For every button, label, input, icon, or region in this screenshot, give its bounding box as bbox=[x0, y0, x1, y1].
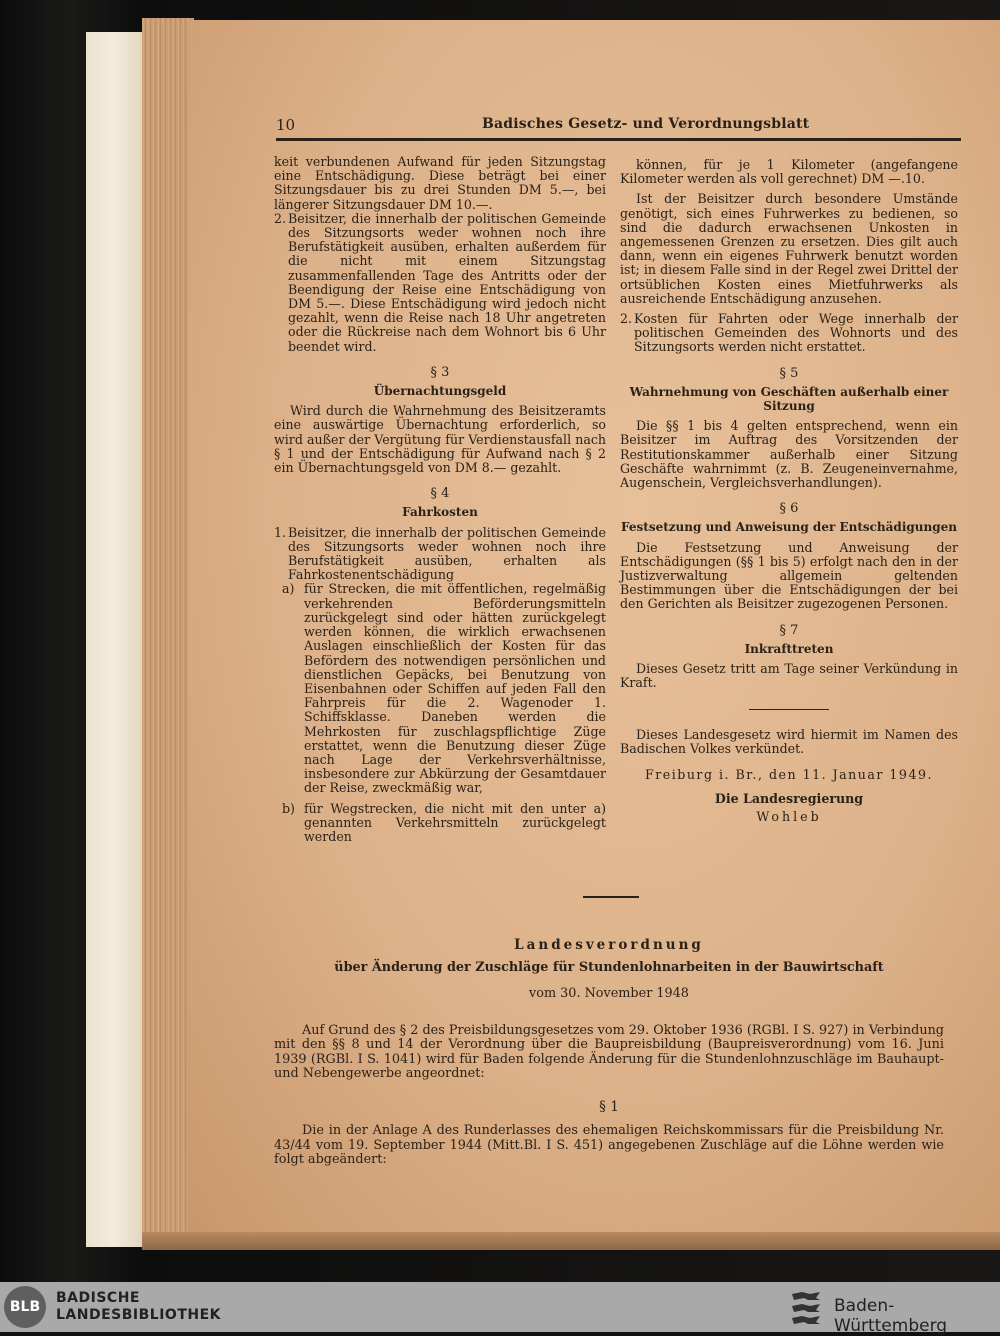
document-page bbox=[188, 20, 1000, 1232]
item-number: 2. bbox=[274, 210, 287, 226]
section-3-heading: § 3 bbox=[430, 364, 450, 380]
section-3-title: Übernachtungsgeld bbox=[373, 384, 507, 399]
subitem-text: für Strecken, die mit öffentlichen, regelmäßig verkehrenden Beförderungsmitteln zurückgelegt sind oder hätten zurückgelegt werden können, die wirklich erwachsenen Auslagen einschließlich der Kosten für das Befördern des notwendigen persönlichen und dienstlichen Gepäcks, bei Benutzung von Eisenbahnen oder Schiffen auf jeden Fall den Fahrpreis für die 2. Wagenoder 1. Schiffsklasse. Daneben werden die Mehrkosten für zuschlagspflichtige Züge erstattet, wenn die Benutzung dieser Züge nach Lage der Verkehrsverhältnisse, insbesondere zur Abkürzung der Gesamtdauer der Reise, zweckmäßig war, bbox=[304, 581, 606, 796]
section-3-text: Wird durch die Wahrnehmung des Beisitzeramts eine auswärtige Übernachtung erforderlich, so wird außer der Vergütung für Verdienstausfall nach § 1 und der Entschädigung für Aufwand nach § 2 ein Übernachtungsgeld von DM 8.— gezahlt. bbox=[274, 403, 606, 476]
signature-name: Wohleb bbox=[756, 809, 822, 825]
section-5-title: Wahrnehmung von Geschäften außerhalb einer Sitzung bbox=[629, 384, 949, 414]
ordinance-preamble: Auf Grund des § 2 des Preisbildungsgesetzes vom 29. Oktober 1936 (RGBl. I S. 927) in Verbindung mit den §§ 8 und 14 der Verordnung über die Baupreisbildung (Baupreisverordnung) vom 16. Juni 1939 (RGBl. I S. 1041) wird für Baden folgende Änderung für die Stundenlohnzuschläge im Bauhaupt- und Nebengewerbe angeordnet: bbox=[274, 1022, 944, 1081]
separator-rule bbox=[749, 709, 829, 710]
paragraph-intro: keit verbundenen Aufwand für jeden Sitzungstag eine Entschädigung. Diese beträgt bei einer Sitzungsdauer bis zu drei Stunden DM 5.—, bei längerer Sitzungsdauer DM 10.—. bbox=[274, 154, 606, 212]
subitem-text: für Wegstrecken, die nicht mit den unter a) genannten Verkehrsmitteln zurückgelegt werden bbox=[304, 800, 606, 844]
subitem-b bbox=[282, 802, 606, 845]
ordinance-subtitle: über Änderung der Zuschläge für Stundenlohnarbeiten in der Bauwirtschaft bbox=[334, 959, 884, 975]
section-5-text: Die §§ 1 bis 4 gelten entsprechend, wenn ein Beisitzer im Auftrag des Vorsitzenden der Restitutionskammer außerhalb einer Sitzung Geschäfte wahrnimmt (z. B. Zeugeneinvernahme, Augenschein, Vergleichsverhandlungen). bbox=[620, 418, 958, 491]
ordinance-date: vom 30. November 1948 bbox=[529, 986, 689, 1001]
government-label: Die Landesregierung bbox=[714, 791, 864, 807]
section-6-text: Die Festsetzung und Anweisung der Entschädigungen (§§ 1 bis 5) erfolgt nach den in der Justizverwaltung allgemein geltenden Bestimmungen über die Entschädigungen der bei den Gerichten als Beisitzer zugezogenen Personen. bbox=[620, 539, 958, 612]
state-coat-of-arms-icon bbox=[790, 1288, 822, 1326]
left-column bbox=[274, 155, 606, 844]
blb-logo-icon[interactable]: BLB bbox=[4, 1286, 46, 1328]
ordinance-section-1-text: Die in der Anlage A des Runderlasses des ehemaligen Reichskommissars für die Preisbildung Nr. 43/44 vom 19. September 1944 (Mitt.Bl. I S. 451) angegebenen Zuschläge auf die Löhne werden wie folgt abgeändert: bbox=[274, 1123, 944, 1167]
library-name-line-1: BADISCHE bbox=[56, 1290, 140, 1306]
right-column bbox=[620, 158, 958, 825]
ordinance-title: Landesverordnung bbox=[514, 937, 704, 953]
item-number: 2. bbox=[620, 311, 633, 327]
item-text: Beisitzer, die innerhalb der politischen Gemeinde des Sitzungsorts weder wohnen noch ihre Berufstätigkeit ausüben, erhalten als Fahrkostenentschädigung bbox=[288, 524, 606, 583]
section-4-title: Fahrkosten bbox=[402, 505, 478, 520]
section-4-heading: § 4 bbox=[430, 486, 450, 502]
item-2 bbox=[274, 212, 606, 354]
section-6-title: Festsetzung und Anweisung der Entschädigungen bbox=[621, 520, 957, 535]
section-7-heading: § 7 bbox=[779, 622, 799, 638]
header-title: Badisches Gesetz- und Verordnungsblatt bbox=[482, 116, 810, 132]
item-text: Beisitzer, die innerhalb der politischen Gemeinde des Sitzungsorts weder wohnen noch ihre Berufstätigkeit ausüben, erhalten außerdem für die nicht mit einem Sitzungstag zusammenfallenden Tage des Antritts oder der Beendigung der Reise eine Entschädigung von DM 5.—. Diese Entschädigung wird jedoch nicht gezahlt, wenn die Reise nach 18 Uhr angetreten oder die Rückreise nach dem Wohnort bis 6 Uhr beendet wird. bbox=[288, 210, 606, 354]
separator-rule-center bbox=[583, 896, 639, 898]
section-6-heading: § 6 bbox=[779, 501, 799, 517]
state-name[interactable]: Baden-Württemberg bbox=[834, 1296, 948, 1336]
item-text: Kosten für Fahrten oder Wege innerhalb der politischen Gemeinden des Wohnorts und des Sitzungsorts werden nicht erstattet. bbox=[634, 311, 958, 355]
page-bottom-edge bbox=[142, 1232, 1000, 1250]
section-5-heading: § 5 bbox=[779, 365, 799, 381]
subitem-label: b) bbox=[282, 800, 295, 816]
library-name-line-2: LANDESBIBLIOTHEK bbox=[56, 1307, 222, 1323]
ordinance-section-1-heading: § 1 bbox=[599, 1098, 619, 1115]
section-7-title: Inkrafttreten bbox=[744, 641, 834, 656]
ordinance-block bbox=[274, 938, 944, 1168]
section-4-item-1 bbox=[274, 526, 606, 583]
item-2 bbox=[620, 312, 958, 355]
item-number: 1. bbox=[274, 524, 287, 540]
place-date: Freiburg i. Br., den 11. Januar 1949. bbox=[645, 766, 933, 782]
paragraph-continuation: können, für je 1 Kilometer (angefangene Kilometer werden als voll gerechnet) DM —.10. bbox=[620, 157, 958, 187]
promulgation-text: Dieses Landesgesetz wird hiermit im Namen des Badischen Volkes verkündet. bbox=[620, 726, 958, 756]
paragraph-fuhrwerk: Ist der Beisitzer durch besondere Umstände genötigt, sich eines Fuhrwerkes zu bedienen, so sind die dadurch erwachsenen Unkosten in angemessenen Grenzen zu ersetzen. Dies gilt auch dann, wenn ein eigenes Fuhrwerk benutzt worden ist; in diesem Falle sind in der Regel zwei Drittel der ortsüblichen Kosten eines Mietfuhrwerks als ausreichende Entschädigung anzusehen. bbox=[620, 191, 958, 306]
library-name[interactable] bbox=[56, 1290, 221, 1324]
footer-bar bbox=[0, 1282, 1000, 1336]
header-rule bbox=[276, 138, 961, 141]
page-stack-edge bbox=[142, 18, 194, 1243]
section-7-text: Dieses Gesetz tritt am Tage seiner Verkündung in Kraft. bbox=[620, 661, 958, 691]
subitem-a bbox=[282, 582, 606, 795]
page-header bbox=[276, 116, 956, 140]
page-number: 10 bbox=[276, 116, 296, 134]
subitem-label: a) bbox=[282, 581, 295, 597]
